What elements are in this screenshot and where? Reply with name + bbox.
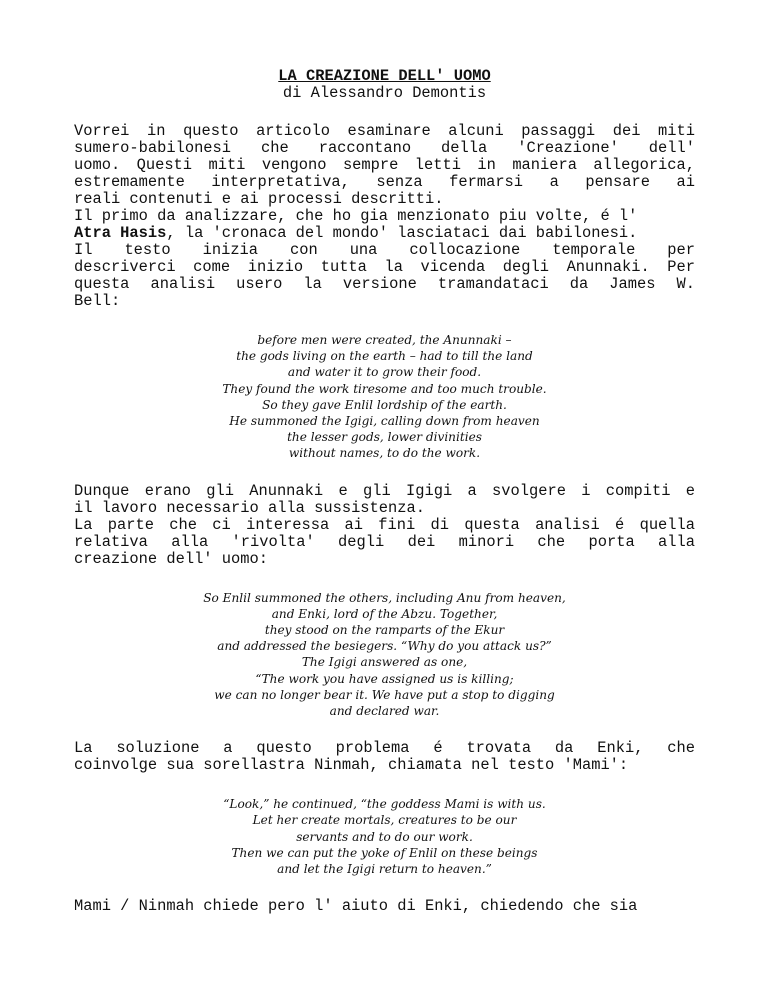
quote-line: the gods living on the earth – had to till the land <box>236 349 533 364</box>
quote-line: and water it to grow their food. <box>287 365 482 380</box>
paragraph-intro <box>74 123 695 208</box>
text-line: creazione dell' uomo: <box>74 549 268 568</box>
text-line: La parte che ci interessa ai fini di questa analisi é quella <box>74 515 695 534</box>
text-line: Mami / Ninmah chiede pero l' aiuto di Enki, chiedendo che sia <box>74 897 638 916</box>
text-fragment: , la 'cronaca del mondo' lasciataci dai babilonesi. <box>166 224 638 242</box>
quote-line: we can no longer bear it. We have put a stop to digging <box>214 687 555 702</box>
quote-revolt <box>74 590 695 720</box>
text-line: La soluzione a questo problema é trovata da Enki, che <box>74 739 695 758</box>
text-line: coinvolge sua sorellastra Ninmah, chiamata nel testo 'Mami': <box>74 756 629 775</box>
text-line: Dunque erano gli Anunnaki e gli Igigi a svolgere i compiti e <box>74 481 695 500</box>
quote-line: before men were created, the Anunnaki – <box>257 333 512 347</box>
text-line: uomo. Questi miti vengono sempre letti in maniera allegorica, <box>74 156 695 174</box>
quote-line: the lesser gods, lower divinities <box>287 430 482 445</box>
paragraph-mami-ninmah <box>74 898 695 915</box>
quote-line: servants and to do our work. <box>296 829 473 844</box>
quote-line: and declared war. <box>329 704 440 719</box>
quote-line: They found the work tiresome and too much trouble. <box>222 381 547 396</box>
document-author: di Alessandro Demontis <box>282 84 487 102</box>
text-line: descriverci come inizio tutta la vicenda degli Anunnaki. Per <box>74 258 695 276</box>
quote-line: So Enlil summoned the others, including Anu from heaven, <box>203 590 566 605</box>
paragraph-enki-solution <box>74 740 695 774</box>
quote-line: He summoned the Igigi, calling down from heaven <box>229 414 540 429</box>
text-line: relativa alla 'rivolta' degli dei minori che porta alla <box>74 532 695 551</box>
atra-hasis-bold: Atra Hasis <box>74 224 167 242</box>
text-line <box>74 225 695 242</box>
text-line: Il testo inizia con una collocazione temporale per <box>74 241 695 259</box>
quote-line: and Enki, lord of the Abzu. Together, <box>271 606 498 621</box>
paragraph-anunnaki-igigi <box>74 483 695 568</box>
quote-line: The Igigi answered as one, <box>301 655 468 670</box>
text-line: sumero-babilonesi che raccontano della 'Creazione' dell' <box>74 139 695 157</box>
quote-line: “The work you have assigned us is killing; <box>255 671 514 686</box>
document-page <box>74 64 695 915</box>
text-line: Vorrei in questo articolo esaminare alcuni passaggi dei miti <box>74 122 695 140</box>
text-line: Bell: <box>74 292 121 310</box>
quote-line: they stood on the ramparts of the Ekur <box>264 623 505 638</box>
text-line: estremamente interpretativa, senza fermarsi a pensare ai <box>74 173 695 191</box>
document-title: LA CREAZIONE DELL' UOMO <box>278 67 491 85</box>
quote-line: “Look,” he continued, “the goddess Mami is with us. <box>223 797 546 812</box>
quote-line: and addressed the besiegers. “Why do you attack us?” <box>217 639 552 654</box>
text-line: il lavoro necessario alla sussistenza. <box>74 498 425 517</box>
quote-creation <box>74 332 695 462</box>
paragraph-atra-hasis <box>74 208 695 310</box>
text-line: reali contenuti e ai processi descritti. <box>74 190 444 208</box>
quote-line: Then we can put the yoke of Enlil on these beings <box>231 845 538 860</box>
quote-line: without names, to do the work. <box>288 446 481 461</box>
quote-mami <box>74 796 695 877</box>
quote-line: Let her create mortals, creatures to be our <box>252 813 517 828</box>
text-line: questa analisi usero la versione tramandataci da James W. <box>74 275 695 293</box>
text-line: Il primo da analizzare, che ho gia menzionato piu volte, é l' <box>74 207 638 225</box>
quote-line: So they gave Enlil lordship of the earth. <box>262 397 507 412</box>
quote-line: and let the Igigi return to heaven.” <box>277 862 492 877</box>
